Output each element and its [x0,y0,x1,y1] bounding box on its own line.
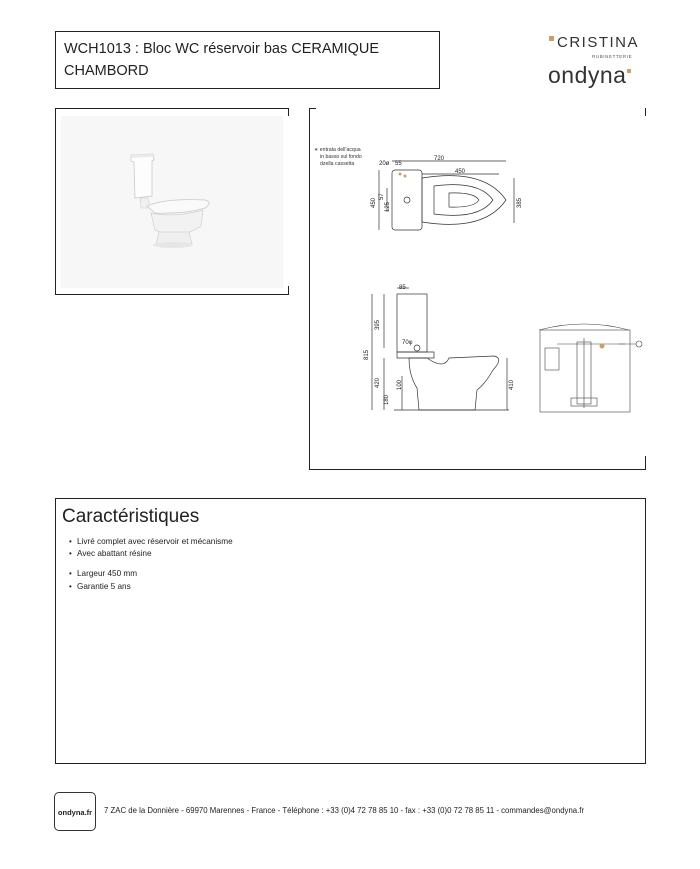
footer-logo: ondyna.fr [54,792,96,831]
feature-item: • Livré complet avec réservoir et mécanisme [77,537,233,546]
dim-85: 85 [399,285,406,291]
side-view-drawing [372,288,509,410]
note-line-2: in basso sul fondo [320,154,362,160]
dim-450-side: 450 [371,197,377,208]
dim-720: 720 [434,156,445,162]
dim-180: 180 [384,394,390,405]
toilet-photo [55,108,289,295]
dim-395: 395 [375,319,381,330]
feature-item: • Garantie 5 ans [77,582,131,591]
product-photo-frame [55,108,289,295]
note-line-1: entrata dell'acqua [319,147,361,153]
dim-420: 420 [375,377,381,388]
mechanism-drawing [539,324,642,412]
features-title: Caractéristiques [62,506,200,527]
ondyna-wordmark: ondyna [548,62,627,88]
dim-100: 100 [397,379,403,390]
cristina-wordmark: CRISTINA [557,34,640,51]
top-view-drawing [379,161,514,230]
logo-square-icon [549,36,554,41]
dim-385: 385 [517,197,523,208]
bullet-star-icon: ∗ [314,147,320,153]
dim-20: 20ø [379,161,390,167]
feature-item: • Avec abattant résine [77,549,152,558]
cristina-logo [549,34,639,51]
dim-450-top: 450 [455,169,466,175]
feature-item: • Largeur 450 mm [77,569,137,578]
dim-125: 125 [385,201,391,212]
title-line-1: WCH1013 : Bloc WC réservoir bas CERAMIQUE [64,41,380,57]
note-line-3: dzella cassetta [320,161,355,167]
dim-410: 410 [509,379,515,390]
title-line-2: CHAMBORD [64,63,149,79]
water-inlet-note [314,147,384,168]
dim-55: 55 [395,161,402,167]
dim-815: 815 [364,349,370,360]
dim-70: 70φ [402,340,413,346]
ondyna-logo [548,62,631,89]
dim-57: 57 [379,193,385,200]
cristina-subtitle: RUBINETTERIE [592,54,633,59]
footer-address: 7 ZAC de la Donnière - 69970 Marennes - France - Téléphone : +33 (0)4 72 78 85 10 - fax : +33 (0)0 72 78 85 11 - commandes@ondyna.fr [104,806,585,815]
logo-square-icon [627,69,631,73]
title-box [55,31,440,89]
